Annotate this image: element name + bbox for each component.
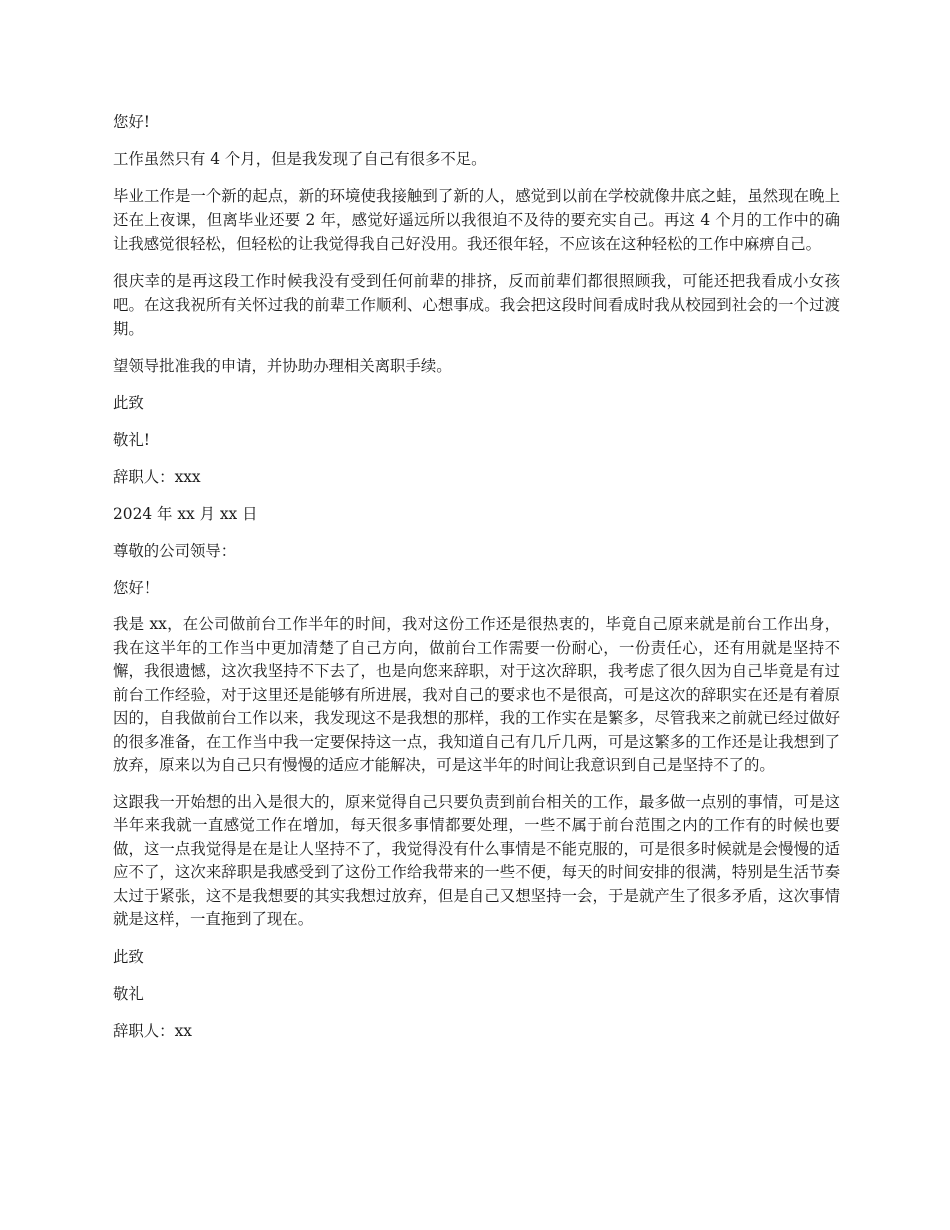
letter2-closing-line-1: 此致 [113, 947, 144, 966]
letter1-closing-line-1: 此致 [113, 394, 144, 412]
letter2-greeting: 您好！ [113, 579, 160, 597]
letter2-paragraph-1: 我是 xx，在公司做前台工作半年的时间，我对这份工作还是很热衷的，毕竟自己原来就是前台工作出身，我在这半年的工作当中更加清楚了自己方向，做前台工作需要一份耐心，一份责任心，还有用就是坚持不懈，我很遗憾，这次我坚持不下去了，也是向您来辞职，对于这次辞职，我考虑了很久因为自己毕竟是有过前台工作经验，对于这里还是能够有所进展，我对自己的要求也不是很高，可是这次的辞职实在还是有着原因的，自我做前台工作以来，我发现这不是我想的那样，我的工作实在是繁多，尽管我来之前就已经过做好的很多准备，在工作当中我一定要保持这一点，我知道自己有几斤几两，可是这繁多的工作还是让我想到了放弃，原来以为自己只有慢慢的适应才能解决，可是这半年的时间让我意识到自己是坚持不了的。 [113, 615, 840, 774]
letter1-closing-line-2: 敬礼! [113, 431, 150, 449]
letter1-paragraph-2: 毕业工作是一个新的起点，新的环境使我接触到了新的人，感觉到以前在学校就像井底之蛙，虽然现在晚上还在上夜课，但离毕业还要 2 年，感觉好遥远所以我很迫不及待的要充实自己。再这 4 个月的工作中的确让我感觉很轻松，但轻松的让我觉得我自己好没用。我还很年轻，不应该在这种轻松的工作中麻痹自己。 [113, 187, 840, 253]
letter1-paragraph-3: 很庆幸的是再这段工作时候我没有受到任何前辈的排挤，反而前辈们都很照顾我，可能还把我看成小女孩吧。在这我祝所有关怀过我的前辈工作顺利、心想事成。我会把这段时间看成时我从校园到社会的一个过渡期。 [113, 272, 840, 338]
letter2-salutation: 尊敬的公司领导： [113, 542, 237, 560]
letter1-greeting: 您好! [113, 113, 150, 131]
letter1-date: 2024 年 xx 月 xx 日 [113, 505, 258, 523]
document-page [113, 110, 840, 1056]
letter2-closing-line-2: 敬礼 [113, 984, 144, 1003]
letter2-paragraph-2: 这跟我一开始想的出入是很大的，原来觉得自己只要负责到前台相关的工作，最多做一点别的事情，可是这半年来我就一直感觉工作在增加，每天很多事情都要处理，一些不属于前台范围之内的工作有的时候也要做，这一点我觉得是在是让人坚持不了，我觉得没有什么事情是不能克服的，可是很多时候就是会慢慢的适应不了，这次来辞职是我感受到了这份工作给我带来的一些不便，每天的时间安排的很满，特别是生活节奏太过于紧张，这不是我想要的其实我想过放弃，但是自己又想坚持一会，于是就产生了很多矛盾，这次事情就是这样，一直拖到了现在。 [113, 792, 840, 928]
letter1-paragraph-4: 望领导批准我的申请，并协助办理相关离职手续。 [113, 357, 452, 375]
letter1-paragraph-1: 工作虽然只有 4 个月，但是我发现了自己有很多不足。 [113, 150, 487, 168]
letter1-signer: 辞职人：xxx [113, 468, 201, 486]
letter2-signer: 辞职人：xx [113, 1021, 192, 1040]
